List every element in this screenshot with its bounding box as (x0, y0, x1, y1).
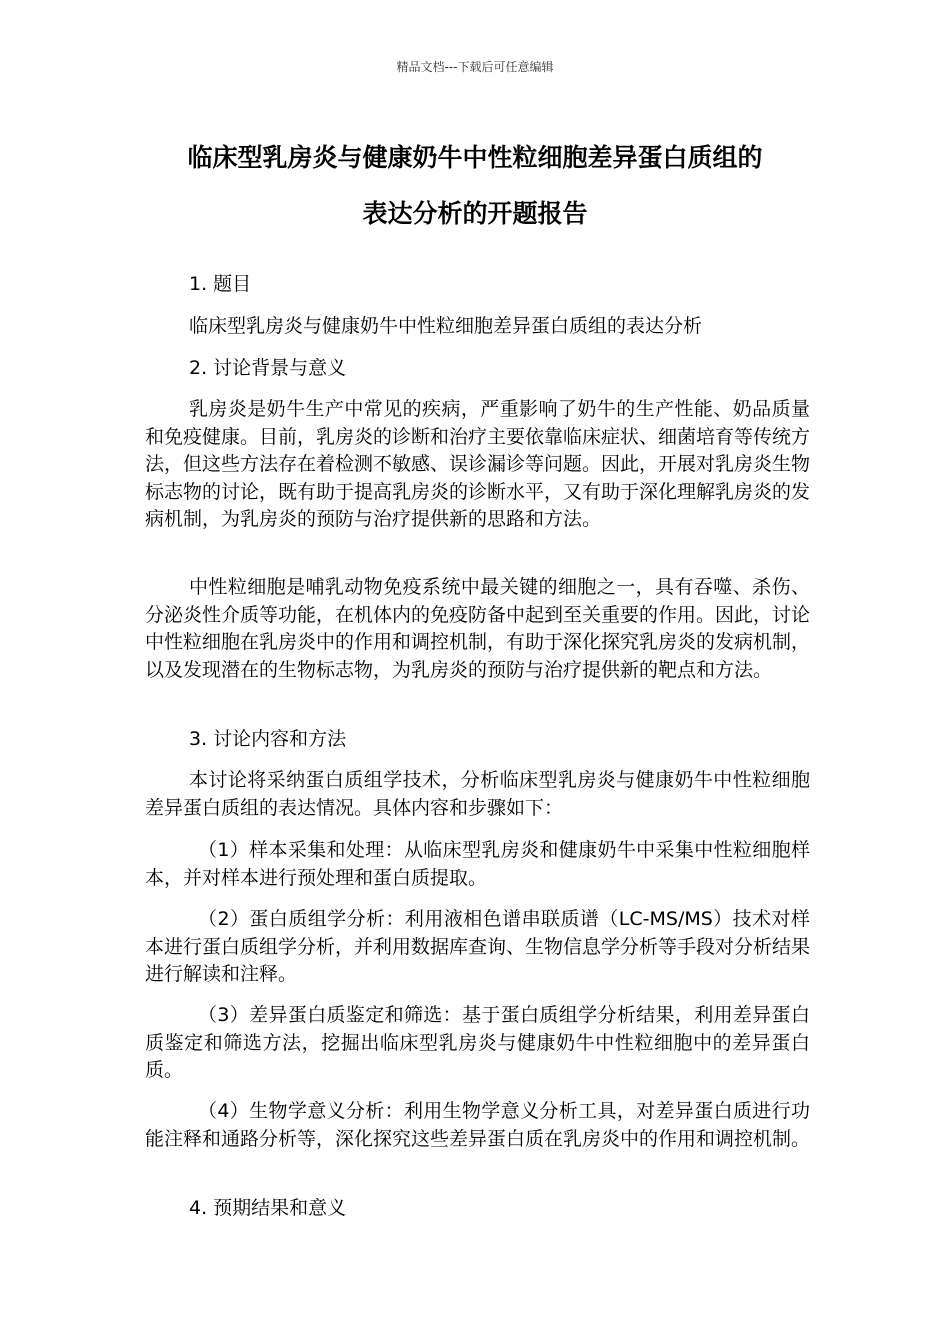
section-2-heading: 2. 讨论背景与意义 (189, 357, 347, 379)
section-2-paragraph-2: 中性粒细胞是哺乳动物免疫系统中最关键的细胞之一，具有吞噬、杀伤、分泌炎性介质等功能，在机体内的免疫防备中起到至关重要的作用。因此，讨论中性粒细胞在乳房炎中的作用和调控机制，有助于深化探究乳房炎的发病机制，以及发现潜在的生物标志物，为乳房炎的预防与治疗提供新的靶点和方法。 (145, 576, 811, 681)
section-4-heading: 4. 预期结果和意义 (189, 1197, 347, 1219)
title-line-1: 临床型乳房炎与健康奶牛中性粒细胞差异蛋白质组的 (187, 143, 763, 172)
title-line-2: 表达分析的开题报告 (362, 199, 588, 228)
section-3-paragraph-1: 本讨论将采纳蛋白质组学技术，分析临床型乳房炎与健康奶牛中性粒细胞差异蛋白质组的表达情况。具体内容和步骤如下： (145, 769, 810, 819)
section-3-heading: 3. 讨论内容和方法 (189, 728, 347, 750)
section-3-item-4: （4）生物学意义分析：利用生物学意义分析工具，对差异蛋白质进行功能注释和通路分析等，深化探究这些差异蛋白质在乳房炎中的作用和调控机制。 (145, 1100, 811, 1150)
page-header: 精品文档---下载后可任意编辑 (396, 60, 554, 74)
section-3-item-1: （1）样本采集和处理：从临床型乳房炎和健康奶牛中采集中性粒细胞样本，并对样本进行预处理和蛋白质提取。 (145, 839, 810, 889)
section-1-heading: 1. 题目 (189, 273, 252, 295)
section-2-paragraph-1: 乳房炎是奶牛生产中常见的疾病，严重影响了奶牛的生产性能、奶品质量和免疫健康。目前，乳房炎的诊断和治疗主要依靠临床症状、细菌培育等传统方法，但这些方法存在着检测不敏感、误诊漏诊等问题。因此，开展对乳房炎生物标志物的讨论，既有助于提高乳房炎的诊断水平，又有助于深化理解乳房炎的发病机制，为乳房炎的预防与治疗提供新的思路和方法。 (145, 398, 811, 530)
section-3-item-3: （3）差异蛋白质鉴定和筛选：基于蛋白质组学分析结果，利用差异蛋白质鉴定和筛选方法，挖掘出临床型乳房炎与健康奶牛中性粒细胞中的差异蛋白质。 (145, 1004, 810, 1081)
section-3-item-2: （2）蛋白质组学分析：利用液相色谱串联质谱（LC-MS/MS）技术对样本进行蛋白质组学分析，并利用数据库查询、生物信息学分析等手段对分析结果进行解读和注释。 (145, 908, 811, 985)
section-1-text: 临床型乳房炎与健康奶牛中性粒细胞差异蛋白质组的表达分析 (189, 315, 703, 337)
